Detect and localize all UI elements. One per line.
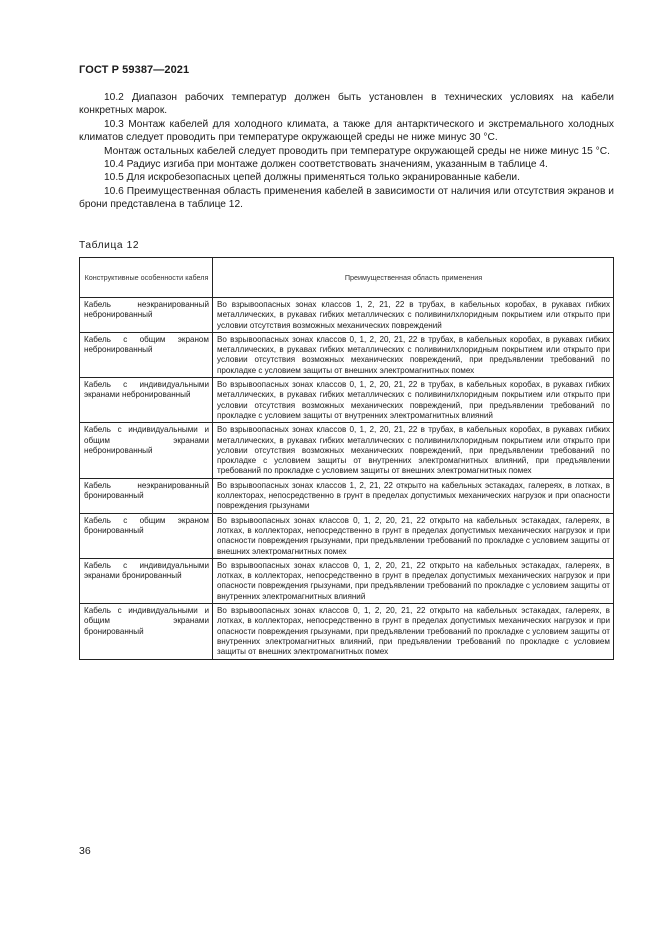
table-header-row (80, 258, 614, 298)
table-row (80, 513, 614, 558)
table-row (80, 298, 614, 333)
table-row (80, 423, 614, 478)
header-cable-features: Конструктивные особенности кабеля (80, 258, 213, 298)
cable-type-cell: Кабель с индивидуальными экранами небронированный (80, 378, 213, 423)
application-cell: Во взрывоопасных зонах классов 1, 2, 21, 22 в трубах, в кабельных коробах, в рукавах гибких металлических, в рукавах гибких металлических с поливинилхлоридным покрытием или открыто при условии отсутствия возможных механических повреждений (213, 298, 614, 333)
application-cell: Во взрывоопасных зонах классов 0, 1, 2, 20, 21, 22 в трубах, в кабельных коробах, в рукавах гибких металлических, в рукавах гибких металлических с поливинилхлоридным покрытием или открыто при условии отсутствия возможных механических повреждений, при предъявлении требований по прокладке с условием защиты от внутренних электромагнитных влияний, при предъявлении требований по прокладке с условием защиты от внешних электромагнитных помех (213, 423, 614, 478)
document-header: ГОСТ Р 59387—2021 (79, 64, 190, 76)
table-row (80, 478, 614, 513)
table-caption: Таблица 12 (79, 240, 140, 251)
cable-type-cell: Кабель с общим экраном бронированный (80, 513, 213, 558)
paragraph-10-6: 10.6 Преимущественная область применения кабелей в зависимости от наличия или отсутствия экранов и брони представлена в таблице 12. (79, 185, 614, 211)
table-row (80, 332, 614, 377)
application-cell: Во взрывоопасных зонах классов 0, 1, 2, 20, 21, 22 в трубах, в кабельных коробах, в рукавах гибких металлических, в рукавах гибких металлических с поливинилхлоридным покрытием или открыто при условии отсутствия возможных механических повреждений, при предъявлении требований по прокладке с условием защиты от внутренних электромагнитных влияний (213, 378, 614, 423)
body-text (79, 91, 614, 212)
application-cell: Во взрывоопасных зонах классов 0, 1, 2, 20, 21, 22 открыто на кабельных эстакадах, галереях, в лотках, в коллекторах, непосредственно в грунт в пределах допустимых механических нагрузок и при опасности повреждения грызунами, при предъявлении требований по прокладке с условием защиты от внешних электромагнитных помех (213, 513, 614, 558)
cable-application-table (79, 257, 614, 660)
cable-type-cell: Кабель с индивидуальными и общим экранами бронированный (80, 604, 213, 659)
paragraph-10-3-cont: Монтаж остальных кабелей следует проводить при температуре окружающей среды не ниже минус 15 °С. (104, 145, 610, 157)
table-row (80, 558, 614, 603)
cable-type-cell: Кабель неэкранированный небронированный (80, 298, 213, 333)
header-application-area: Преимущественная область применения (213, 258, 614, 298)
paragraph-10-4: 10.4 Радиус изгиба при монтаже должен соответствовать значениям, указанным в таблице 4. (104, 159, 548, 171)
table-row (80, 378, 614, 423)
paragraph-10-2: 10.2 Диапазон рабочих температур должен быть установлен в технических условиях на кабели конкретных марок. (79, 92, 614, 117)
application-cell: Во взрывоопасных зонах классов 1, 2, 21, 22 открыто на кабельных эстакадах, галереях, в лотках, в коллекторах, непосредственно в грунт в пределах допустимых механических нагрузок и при опасности повреждения грызунами (213, 478, 614, 513)
cable-type-cell: Кабель с общим экраном небронированный (80, 332, 213, 377)
cable-type-cell: Кабель неэкранированный бронированный (80, 478, 213, 513)
paragraph-10-5: 10.5 Для искробезопасных цепей должны применяться только экранированные кабели. (104, 172, 520, 184)
cable-type-cell: Кабель с индивидуальными экранами бронированный (80, 558, 213, 603)
application-cell: Во взрывоопасных зонах классов 0, 1, 2, 20, 21, 22 открыто на кабельных эстакадах, галереях, в лотках, в коллекторах, непосредственно в грунт в пределах допустимых механических нагрузок и при опасности повреждения грызунами, при предъявлении требований по прокладке с условием защиты от внутренних электромагнитных влияний (213, 558, 614, 603)
application-cell: Во взрывоопасных зонах классов 0, 1, 2, 20, 21, 22 открыто на кабельных эстакадах, галереях, в лотках, в коллекторах, непосредственно в грунт в пределах допустимых механических нагрузок и при опасности повреждения грызунами, при предъявлении требований по прокладке с условием защиты от внутренних электромагнитных влияний, при предъявлении требований по прокладке с условием защиты от внешних электромагнитных помех (213, 604, 614, 659)
cable-type-cell: Кабель с индивидуальными и общим экранами небронированный (80, 423, 213, 478)
page-number: 36 (79, 845, 91, 857)
application-cell: Во взрывоопасных зонах классов 0, 1, 2, 20, 21, 22 в трубах, в кабельных коробах, в рукавах гибких металлических, в рукавах гибких металлических с поливинилхлоридным покрытием или открыто при условии отсутствия возможных механических повреждений, при предъявлении требований по прокладке с условием защиты от внешних электромагнитных помех (213, 332, 614, 377)
table-row (80, 604, 614, 659)
paragraph-10-3: 10.3 Монтаж кабелей для холодного климата, а также для антарктического и экстремального холодных климатов следует проводить при температуре окружающей среды не ниже минус 30 °С. (79, 118, 614, 144)
